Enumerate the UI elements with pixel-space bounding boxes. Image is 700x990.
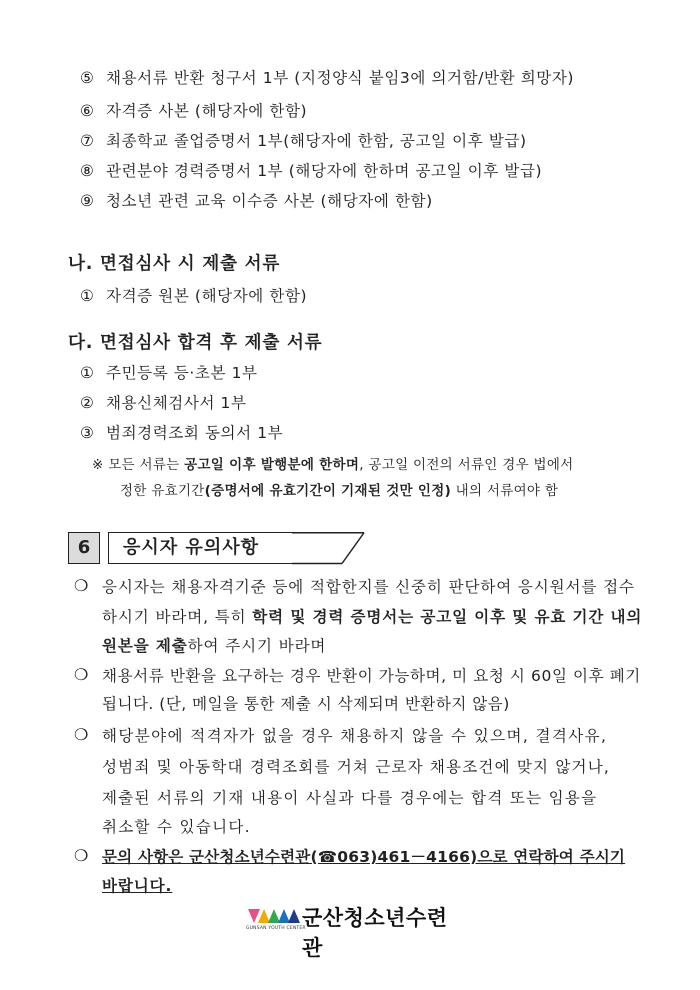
note-mark: ※: [92, 457, 104, 473]
bullet-icon: ❍: [74, 725, 89, 744]
section-6-header: [68, 532, 308, 564]
para3-line4: 취소할 수 있습니다.: [102, 818, 251, 836]
list-item: ⑤ 채용서류 반환 청구서 1부 (지정양식 붙임3에 의거함/반환 희망자): [80, 69, 575, 87]
para3-line2: 성범죄 및 아동학대 경력조회를 거쳐 근로자 채용조건에 맞지 않거나,: [102, 758, 610, 776]
logo-name: 군산청소년수련관: [302, 906, 448, 960]
list-item: ① 자격증 원본 (해당자에 한함): [80, 287, 308, 305]
list-item: ⑦ 최종학교 졸업증명서 1부(해당자에 한함, 공고일 이후 발급): [80, 132, 527, 150]
section-heading-da: 다. 면접심사 합격 후 제출 서류: [68, 333, 323, 353]
list-item: ② 채용신체검사서 1부: [80, 394, 247, 412]
title-slant-border: [292, 532, 372, 565]
para2-line2: 됩니다. (단, 메일을 통한 제출 시 삭제되며 반환하지 않음): [102, 695, 510, 713]
bullet-icon: ❍: [74, 665, 89, 684]
section-number: 6: [68, 532, 100, 564]
para1-line1: 응시자는 채용자격기준 등에 적합한지를 신중히 판단하여 응시원서를 접수: [102, 578, 635, 596]
section-heading-na: 나. 면접심사 시 제출 서류: [68, 254, 281, 274]
list-item: ① 주민등록 등·초본 1부: [80, 364, 258, 382]
section-title: 응시자 유의사항: [108, 532, 293, 564]
list-item: ③ 범죄경력조회 동의서 1부: [80, 424, 284, 442]
para2-line1: 채용서류 반환을 요구하는 경우 반환이 가능하며, 미 요청 시 60일 이후 폐기: [102, 667, 641, 685]
para1-line2: 하시기 바라며, 특히 학력 및 경력 증명서는 공고일 이후 및 유효 기간 내의: [102, 608, 643, 626]
logo-subtitle: GUNSAN YOUTH CENTER: [246, 926, 306, 931]
para3-line3: 제출된 서류의 기재 내용이 사실과 다를 경우에는 합격 또는 임용을: [102, 789, 598, 807]
note-line-1: ※ 모든 서류는 공고일 이후 발행분에 한하며, 공고일 이전의 서류인 경우 법에서: [92, 457, 574, 473]
center-logo: [246, 900, 466, 960]
contact-line1: 문의 사항은 군산청소년수련관(☎063)461－4166)으로 연락하여 주시기: [102, 848, 626, 866]
para3-line1: 해당분야에 적격자가 없을 경우 채용하지 않을 수 있으며, 결격사유,: [102, 727, 608, 745]
list-item: ⑥ 자격증 사본 (해당자에 한함): [80, 102, 308, 120]
para1-line3: 원본을 제출하여 주시기 바라며: [102, 637, 327, 655]
contact-line2: 바랍니다.: [102, 877, 173, 895]
list-item: ⑨ 청소년 관련 교육 이수증 사본 (해당자에 한함): [80, 192, 433, 210]
note-line-2: 정한 유효기간(증명서에 유효기간이 기재된 것만 인정) 내의 서류여야 함: [120, 483, 559, 499]
bullet-icon: ❍: [74, 846, 89, 865]
bullet-icon: ❍: [74, 576, 89, 595]
list-item: ⑧ 관련분야 경력증명서 1부 (해당자에 한하며 공고일 이후 발급): [80, 162, 543, 180]
